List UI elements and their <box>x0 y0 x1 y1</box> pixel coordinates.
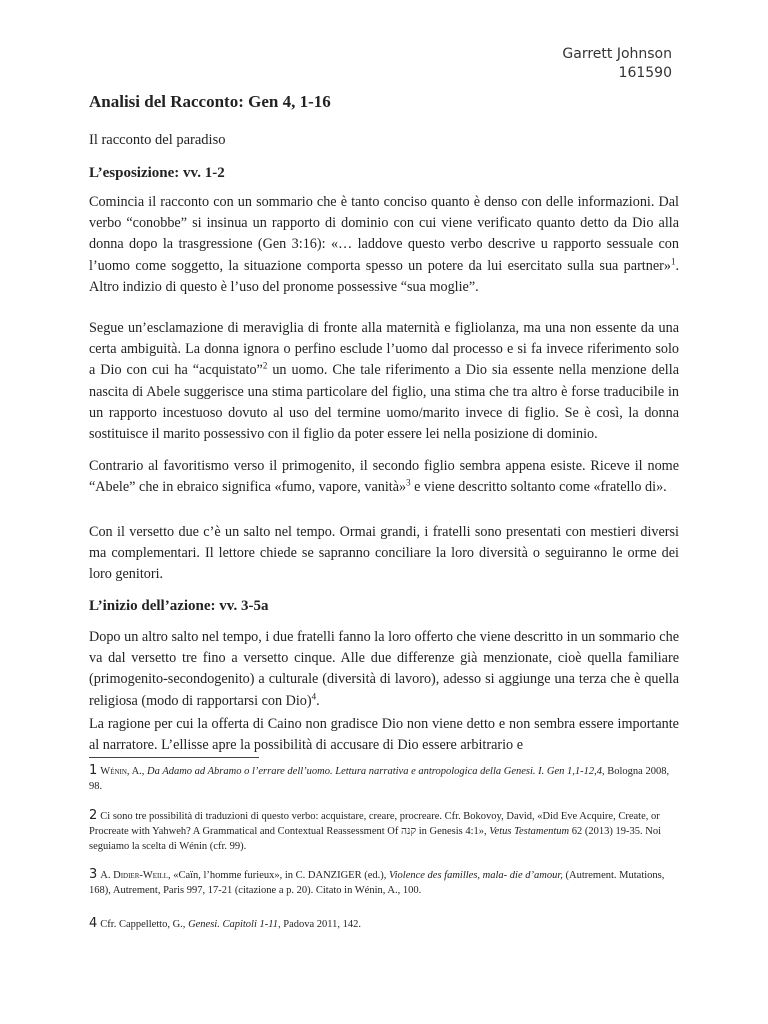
footnote-ref-4[interactable]: 4 <box>311 690 317 701</box>
footnote-ref-2[interactable]: 2 <box>262 360 268 371</box>
author-name: Garrett Johnson <box>562 46 672 62</box>
paragraph-6: La ragione per cui la offerta di Caino non gradisce Dio non viene detto e non sembra essere importante al narratore. L’ellisse apre la possibilità di accusare di Dio essere arbitrario e <box>89 716 679 754</box>
section-heading-inizio-azione: L’inizio dell’azione: vv. 3-5a <box>89 598 269 614</box>
paragraph-3: Contrario al favoritismo verso il primogenito, il secondo figlio sembra appena esiste. Riceve il nome “Abele” che in ebraico significa «fumo, vapore, vanità»$^3$ e viene descritto soltanto come «fratello di». <box>89 458 679 496</box>
document-title: Analisi del Racconto: Gen 4, 1-16 <box>89 92 331 111</box>
paragraph-4: Con il versetto due c’è un salto nel tempo. Ormai grandi, i fratelli sono presentati con mestieri diversi ma complementari. Il lettore chiede se sapranno conciliare la loro diversità o seguiranno le orme dei loro genitori. <box>89 524 679 583</box>
paragraph-1: Comincia il racconto con un sommario che è tanto conciso quanto è denso con delle informazioni. Dal verbo “conobbe” si insinua un rapporto di dominio con cui viene verificato quanto detto da Dio alla donna dopo la trasgressione (Gen 3:16): «… laddove questo verbo descrive u rapporto sessuale con l’uomo come soggetto, la situazione comporta spesso un potere da lui esercitato sulla sua partner»$^1$. Altro indizio di questo è l’uso del pronome possessive “sua moglie”. <box>89 194 679 295</box>
paragraph-2: Segue un’esclamazione di meraviglia di fronte alla maternità e figliolanza, ma una non essente da una certa ambiguità. La donna ignora o perfino esclude l’uomo dal processo e si fa invece riferimento solo a Dio con cui ha “acquistato”$^2$ un uomo. Che tale riferimento a Dio sia essente nella menzione della nascita di Abele suggerisce una stima particolare del figlio, una stima che tra altro è forse traducibile in un rapporto incestuoso dovuto al uso del termine uomo/marito invece di figlio. Se è così, la donna sostituisce il marito possessivo con il figlio da poter essere lei nella posizione di dominio. <box>89 320 679 443</box>
footnote-1: 1 Wénin, A., Da Adamo ad Abramo o l’errare dell’uomo. Lettura narrativa e antropologica della Genesi. I. Gen 1,1-12,4, Bologna 2008, 98. <box>89 763 670 792</box>
section-heading-esposizione: L’esposizione: vv. 1-2 <box>89 165 225 181</box>
paragraph-5: Dopo un altro salto nel tempo, i due fratelli fanno la loro offerto che viene descritto in un sommario che va dal versetto tre fino a versetto cinque. Alle due differenze già menzionate, cioè quella familiare (primogenito-secondogenito) a culturale (diversità di lavoro), adesso si aggiunge una terza che è quella religiosa (modo di rapportarsi con Dio)$^4$. <box>89 629 679 709</box>
footnote-4: 4 Cfr. Cappelletto, G., Genesi. Capitoli 1-11, Padova 2011, 142. <box>89 916 362 931</box>
footnote-2: 2 Ci sono tre possibilità di traduzioni di questo verbo: acquistare, creare, procreare. Cfr. Bokovoy, David, «Did Eve Acquire, Create, or Procreate with Yahweh? A Grammatical and Contextual Reassessment Of קנה in Genesis 4:1», Vetus Testamentum 62 (2013) 19-35. Noi seguiamo la scelta di Wénin (cfr. 99). <box>89 808 661 852</box>
footnote-ref-1[interactable]: 1 <box>670 255 676 266</box>
student-id: 161590 <box>618 65 672 81</box>
footnote-3: 3 A. Didier-Weill, «Caïn, l’homme furieux», in C. DANZIGER (ed.), Violence des familles, mala- die d’amour, (Autrement. Mutations, 168), Autrement, Paris 997, 17-21 (citazione a p. 20). Citato in Wénin, A., 100. <box>89 867 665 896</box>
author-block <box>562 45 672 83</box>
document-subtitle: Il racconto del paradiso <box>89 132 226 148</box>
footnote-separator <box>89 757 259 758</box>
footnote-ref-3[interactable]: 3 <box>406 477 411 488</box>
